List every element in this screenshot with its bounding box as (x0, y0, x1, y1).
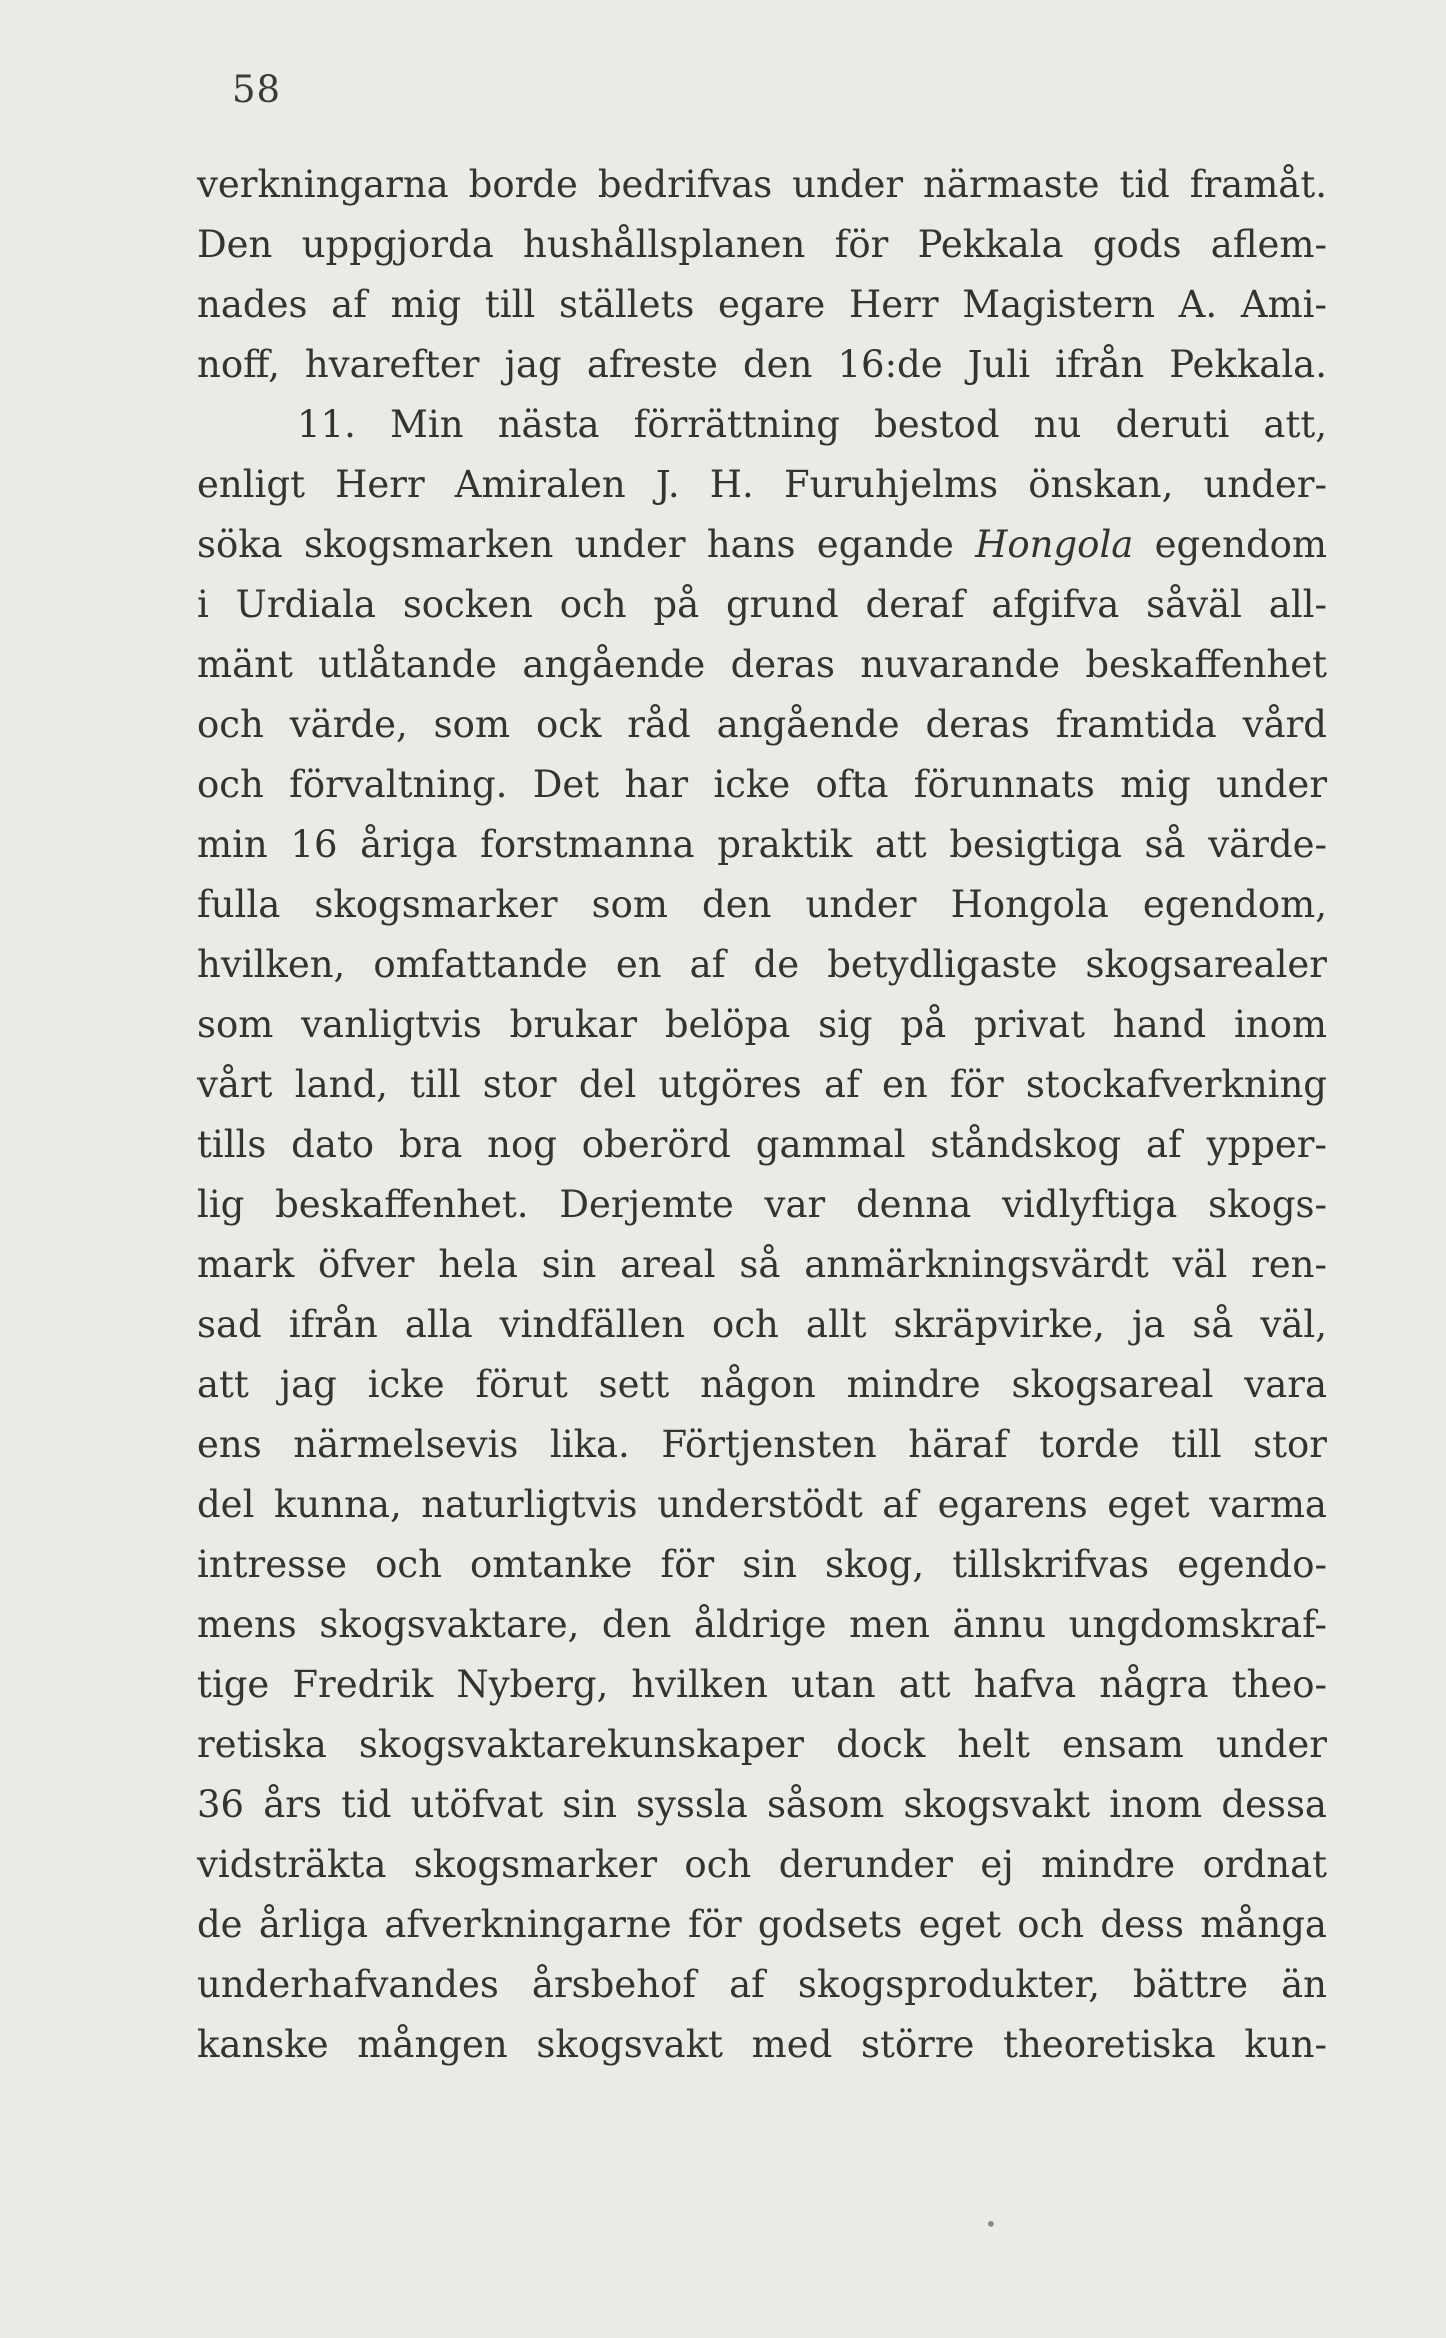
italic-place-name: Hongola (975, 523, 1134, 566)
text-line: Den uppgjorda hushållsplanen för Pekkala gods aflem- (197, 223, 1327, 266)
text-line: kanske mången skogsvakt med större theoretiska kun- (197, 2023, 1327, 2066)
text-line: tige Fredrik Nyberg, hvilken utan att hafva några theo- (197, 1663, 1327, 1706)
text-line: 36 års tid utöfvat sin syssla såsom skogsvakt inom dessa (197, 1783, 1327, 1826)
text-line: som vanligtvis brukar belöpa sig på privat hand inom (197, 1003, 1327, 1046)
text-line: i Urdiala socken och på grund deraf afgifva såväl all- (197, 583, 1327, 626)
text-line: min 16 åriga forstmanna praktik att besigtiga så värde- (197, 823, 1327, 866)
text-line: 11. Min nästa förrättning bestod nu deruti att, (297, 403, 1327, 446)
text-line: vårt land, till stor del utgöres af en för stockafverkning (197, 1063, 1327, 1106)
text-line: hvilken, omfattande en af de betydligaste skogsarealer (197, 943, 1327, 986)
text-line: vidsträkta skogsmarker och derunder ej mindre ordnat (197, 1843, 1327, 1886)
text-line: söka skogsmarken under hans egande Hongola egendom (197, 523, 1327, 566)
text-line: verkningarna borde bedrifvas under närmaste tid framåt. (197, 163, 1327, 206)
text-line: del kunna, naturligtvis understödt af egarens eget varma (197, 1483, 1327, 1526)
text-line: retiska skogsvaktarekunskaper dock helt ensam under (197, 1723, 1327, 1766)
text-line: lig beskaffenhet. Derjemte var denna vidlyftiga skogs- (197, 1183, 1327, 1226)
page-number: 58 (232, 68, 282, 111)
text-line: att jag icke förut sett någon mindre skogsareal vara (197, 1363, 1327, 1406)
print-mark: • (985, 2212, 997, 2236)
text-line: mark öfver hela sin areal så anmärkningsvärdt väl ren- (197, 1243, 1327, 1286)
body-text (197, 155, 1327, 2075)
text-line: mens skogsvaktare, den åldrige men ännu ungdomskraf- (197, 1603, 1327, 1646)
text-line: tills dato bra nog oberörd gammal ståndskog af ypper- (197, 1123, 1327, 1166)
text-line: sad ifrån alla vindfällen och allt skräpvirke, ja så väl, (197, 1303, 1327, 1346)
text-line: noff, hvarefter jag afreste den 16:de Juli ifrån Pekkala. (197, 343, 1327, 386)
text-line: ens närmelsevis lika. Förtjensten häraf torde till stor (197, 1423, 1327, 1466)
text-line: underhafvandes årsbehof af skogsprodukter, bättre än (197, 1963, 1327, 2006)
text-line: fulla skogsmarker som den under Hongola egendom, (197, 883, 1327, 926)
text-line: och förvaltning. Det har icke ofta förunnats mig under (197, 763, 1327, 806)
text-line: enligt Herr Amiralen J. H. Furuhjelms önskan, under- (197, 463, 1327, 506)
text-line: intresse och omtanke för sin skog, tillskrifvas egendo- (197, 1543, 1327, 1586)
text-line: mänt utlåtande angående deras nuvarande beskaffenhet (197, 643, 1327, 686)
text-line: nades af mig till ställets egare Herr Magistern A. Ami- (197, 283, 1327, 326)
text-line: och värde, som ock råd angående deras framtida vård (197, 703, 1327, 746)
text-line: de årliga afverkningarne för godsets eget och dess många (197, 1903, 1327, 1946)
